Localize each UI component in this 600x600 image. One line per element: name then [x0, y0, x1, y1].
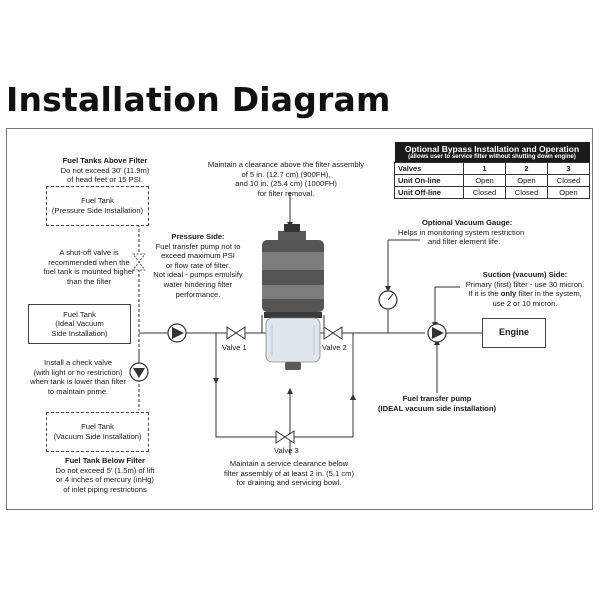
- bypass-arrow-down: [213, 378, 219, 384]
- filter-assembly-icon: [262, 224, 324, 370]
- shutoff-valve-note: A shut-off valve is recommended when the fuel tank is mounted higher than the filter: [43, 248, 135, 286]
- vacuum-pump-icon: [428, 324, 446, 342]
- check-valve-note: Install a check valve (with light or no restriction) when tank is lower than filter to maintain prime.: [30, 358, 126, 396]
- fuel-tanks-above-note: Fuel Tanks Above Filter Do not exceed 30' (11.9m) of head feet or 15 PSI.: [60, 156, 150, 185]
- valve-2-label: Valve 2: [322, 343, 347, 352]
- bypass-arrow-up: [350, 394, 356, 400]
- pressure-side-note: Pressure Side: Fuel transfer pump not to exceed maximum PSI or flow rate of filter. Not ideal - pumps emulsify water hindering filter performance.: [153, 232, 243, 299]
- valve-2-icon: [324, 327, 342, 339]
- table-heading: Optional Bypass Installation and Operation (allows user to service filter without shutting down engine): [395, 142, 590, 163]
- transfer-pump-note: Fuel transfer pump (IDEAL vacuum side installation): [377, 394, 496, 413]
- valve-3-icon: [276, 431, 294, 443]
- valve-1-label: Valve 1: [222, 343, 247, 352]
- fuel-tank-ideal-vacuum: Fuel Tank (Ideal Vacuum Side Installation): [28, 304, 131, 344]
- vacuum-gauge-icon: [379, 291, 397, 309]
- page-title: Installation Diagram: [6, 80, 391, 119]
- vacuum-gauge-note: Optional Vacuum Gauge: Helps in monitoring system restriction and filter element life.: [398, 218, 525, 247]
- fuel-tank-vacuum-side: Fuel Tank (Vacuum Side Installation): [46, 412, 149, 452]
- fuel-tank-pressure-side: Fuel Tank (Pressure Side Installation): [46, 186, 149, 226]
- valve-3-label: Valve 3: [274, 446, 299, 455]
- bypass-operation-table: [394, 142, 590, 199]
- table-header-row: Valves 1 2 3: [395, 163, 590, 175]
- service-clearance-note: Maintain a service clearance below filter assembly of at least 2 in. (5.1 cm) for draining and servicing bowl.: [224, 459, 354, 488]
- valve-1-icon: [227, 327, 245, 339]
- fuel-tank-below-note: Fuel Tank Below Filter Do not exceed 5' (1.5m) of lift or 4 inches of mercury (inHg) of inlet piping restrictions: [55, 456, 155, 494]
- suction-side-note: Suction (vacuum) Side: Primary (first) filter - use 30 micron. If it is the only filter in the system, use 2 or 10 micron.: [460, 270, 590, 308]
- engine-box: Engine: [482, 318, 546, 348]
- table-row: Unit Off-line Closed Closed Open: [395, 187, 590, 199]
- service-arrow: [287, 388, 293, 394]
- clearance-above-note: Maintain a clearance above the filter assembly of 5 in. (12.7 cm) (900FH), and 10 in. (25.4 cm) (1000FH) for filter removal.: [207, 160, 365, 198]
- pressure-pump-icon: [168, 324, 186, 342]
- table-row: Unit On-line Open Open Closed: [395, 175, 590, 187]
- suction-only-line: If it is the only filter in the system,: [468, 289, 582, 299]
